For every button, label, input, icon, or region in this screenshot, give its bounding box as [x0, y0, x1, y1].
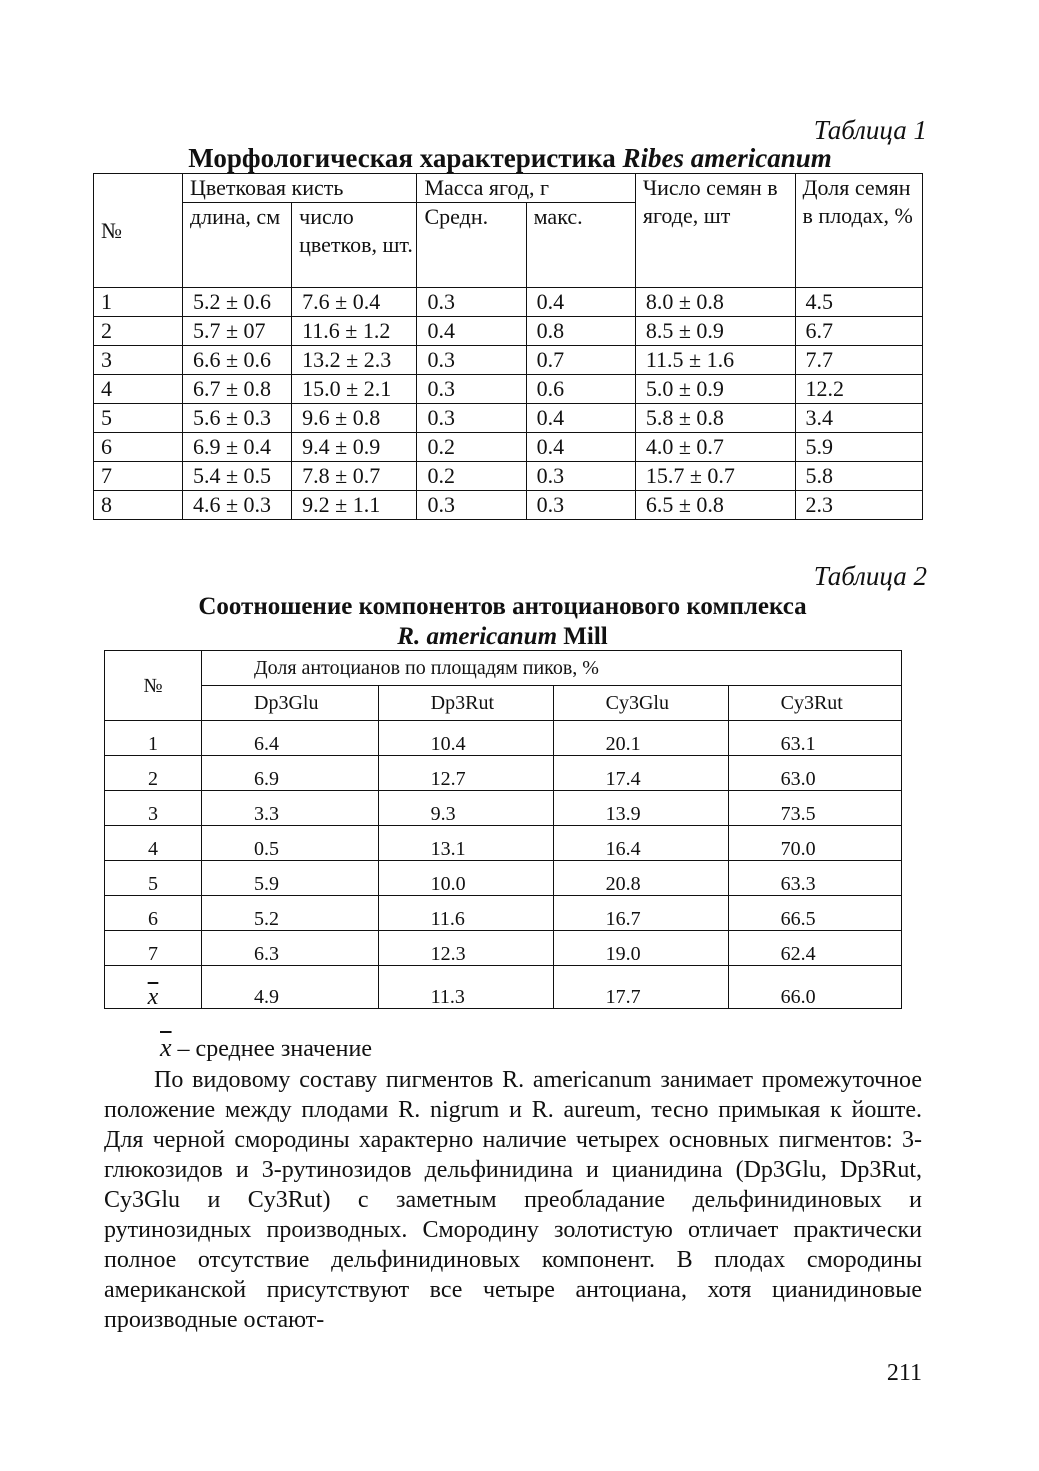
table2-cell: 73.5: [728, 791, 901, 826]
table1-cell: 5: [94, 404, 183, 433]
table1-cell: 8.5 ± 0.9: [635, 317, 795, 346]
table2-cell: 4.9: [202, 966, 379, 1009]
table2-cell: 6.3: [202, 931, 379, 966]
table2-row-index: 4: [105, 826, 202, 861]
table1-cell: 6.5 ± 0.8: [635, 491, 795, 520]
table2-cell: 10.0: [378, 861, 553, 896]
table2-cell: 16.4: [553, 826, 728, 861]
table2-row: [105, 826, 902, 861]
table2-row-index: 2: [105, 756, 202, 791]
table2-cell: 9.3: [378, 791, 553, 826]
table1-cell: 15.0 ± 2.1: [292, 375, 417, 404]
table2-header-num: №: [105, 651, 202, 721]
table1-cell: 9.6 ± 0.8: [292, 404, 417, 433]
table1-header-length: длина, см: [182, 203, 291, 288]
table1-cell: 0.4: [526, 433, 635, 462]
table2-cell: 66.5: [728, 896, 901, 931]
table1-cell: 3.4: [795, 404, 922, 433]
table1-cell: 6: [94, 433, 183, 462]
table1-cell: 0.3: [526, 462, 635, 491]
table1-header-num: №: [94, 174, 183, 288]
table1-cell: 7: [94, 462, 183, 491]
table2-row: [105, 791, 902, 826]
table1-cell: 6.7: [795, 317, 922, 346]
table1-header-raceme: Цветковая кисть: [182, 174, 417, 203]
table1-row: [94, 433, 923, 462]
table2-row-index: 7: [105, 931, 202, 966]
table2-cell: 63.3: [728, 861, 901, 896]
table1-body: [94, 288, 923, 520]
table1-cell: 5.4 ± 0.5: [182, 462, 291, 491]
table1-title: [95, 143, 925, 174]
table2-cell: 70.0: [728, 826, 901, 861]
mean-note: [160, 1033, 372, 1063]
table1-cell: 0.4: [417, 317, 526, 346]
table1-cell: 5.7 ± 07: [182, 317, 291, 346]
table2-cell: 62.4: [728, 931, 901, 966]
table1-cell: 13.2 ± 2.3: [292, 346, 417, 375]
table2-body: [105, 721, 902, 1009]
table1-cell: 0.3: [417, 346, 526, 375]
table1-cell: 5.2 ± 0.6: [182, 288, 291, 317]
table2-cell: 20.8: [553, 861, 728, 896]
table1-cell: 7.6 ± 0.4: [292, 288, 417, 317]
table2-cell: 6.9: [202, 756, 379, 791]
table2-cell: 10.4: [378, 721, 553, 756]
table1-row: [94, 462, 923, 491]
table1-header-mean: Средн.: [417, 203, 526, 288]
table2-cell: 5.2: [202, 896, 379, 931]
table2-row-index: 6: [105, 896, 202, 931]
table1-cell: 9.2 ± 1.1: [292, 491, 417, 520]
table2-row: [105, 721, 902, 756]
table1-cell: 1: [94, 288, 183, 317]
table1-row: [94, 491, 923, 520]
table2-row: [105, 931, 902, 966]
table1-title-species: Ribes americanum: [622, 143, 832, 173]
table1-cell: 0.3: [417, 375, 526, 404]
table1-cell: 6.7 ± 0.8: [182, 375, 291, 404]
body-paragraph: По видовому составу пигментов R. americanum занимает промежуточное положение между плодами R. nigrum и R. aureum, тесно примыкая к йоште. Для черной смородины характерно наличие четырех основных пигментов: 3-глюкозидов и 3-рутинозидов дельфинидина и цианидина (Dp3Glu, Dp3Rut, Cy3Glu и Cy3Rut) с заметным преобладание дельфинидиновых и рутинозидных производных. Смородину золотистую отличает практически полное отсутствие дельфинидиновых компонент. В плодах смородины американской присутствуют все четыре антоциана, хотя цианидиновые производные остают-: [104, 1067, 922, 1333]
table1: [93, 173, 923, 520]
table2-title-species: R. americanum: [397, 623, 558, 650]
table1-cell: 5.8 ± 0.8: [635, 404, 795, 433]
table1-cell: 6.9 ± 0.4: [182, 433, 291, 462]
table2-cell: 19.0: [553, 931, 728, 966]
table2-title-line2: [105, 622, 900, 652]
table2-title-author: Mill: [557, 623, 608, 650]
table1-cell: 3: [94, 346, 183, 375]
table1-row: [94, 346, 923, 375]
table1-cell: 4.0 ± 0.7: [635, 433, 795, 462]
table2-cell: 3.3: [202, 791, 379, 826]
table1-caption: Таблица 1: [813, 115, 927, 145]
table2-subheader-row: [105, 686, 902, 721]
table1-cell: 0.3: [417, 288, 526, 317]
table2-cell: 63.0: [728, 756, 901, 791]
table1-title-prefix: Морфологическая характеристика: [188, 143, 623, 173]
table1-cell: 0.4: [526, 404, 635, 433]
table2-row-index: 5: [105, 861, 202, 896]
table1-cell: 4.6 ± 0.3: [182, 491, 291, 520]
table1-row: [94, 375, 923, 404]
table2-cell: 12.3: [378, 931, 553, 966]
table1-cell: 0.8: [526, 317, 635, 346]
table2-cell: 0.5: [202, 826, 379, 861]
table2-cell: 17.4: [553, 756, 728, 791]
table1-cell: 0.3: [526, 491, 635, 520]
table1-cell: 0.7: [526, 346, 635, 375]
table1-cell: 5.8: [795, 462, 922, 491]
table2-cell: 17.7: [553, 966, 728, 1009]
table1-cell: 7.8 ± 0.7: [292, 462, 417, 491]
table1-cell: 2.3: [795, 491, 922, 520]
table2-row-index: $\overline{x}$: [105, 966, 202, 1009]
table1-cell: 6.6 ± 0.6: [182, 346, 291, 375]
table1-cell: 5.9: [795, 433, 922, 462]
table1-cell: 11.5 ± 1.6: [635, 346, 795, 375]
table2-cell: 11.6: [378, 896, 553, 931]
table2-cell: 20.1: [553, 721, 728, 756]
table2-cell: 6.4: [202, 721, 379, 756]
table2-header-col: Dp3Rut: [378, 686, 553, 721]
table1-header-mass: Масса ягод, г: [417, 174, 635, 203]
table1-cell: 15.7 ± 0.7: [635, 462, 795, 491]
table2-header-col: Dp3Glu: [202, 686, 379, 721]
table1-header-seeds: Число семян в ягоде, шт: [635, 174, 795, 288]
table2-header-group: Доля антоцианов по площадям пиков, %: [202, 651, 902, 686]
table2-title-line1: Соотношение компонентов антоцианового комплекса: [198, 593, 807, 620]
table1-header-share: Доля семян в плодах, %: [795, 174, 922, 288]
table1-cell: 4: [94, 375, 183, 404]
table1-cell: 5.6 ± 0.3: [182, 404, 291, 433]
table2-cell: 11.3: [378, 966, 553, 1009]
table1-cell: 0.2: [417, 433, 526, 462]
page-number: 211: [886, 1360, 922, 1386]
table2-cell: 13.9: [553, 791, 728, 826]
table2-row-index: 1: [105, 721, 202, 756]
table1-cell: 7.7: [795, 346, 922, 375]
table1-cell: 0.2: [417, 462, 526, 491]
table2-row: [105, 756, 902, 791]
table1-cell: 2: [94, 317, 183, 346]
table1-header-flowers: число цветков, шт.: [292, 203, 417, 288]
mean-note-text: – среднее значение: [171, 1036, 372, 1062]
table2-cell: 63.1: [728, 721, 901, 756]
table1-header-max: макс.: [526, 203, 635, 288]
table1-cell: 9.4 ± 0.9: [292, 433, 417, 462]
table1-cell: 8: [94, 491, 183, 520]
table1-cell: 5.0 ± 0.9: [635, 375, 795, 404]
table1-row: [94, 317, 923, 346]
table2-row-index: 3: [105, 791, 202, 826]
table1-row: [94, 404, 923, 433]
table2-cell: 13.1: [378, 826, 553, 861]
table1-cell: 11.6 ± 1.2: [292, 317, 417, 346]
table2-row: [105, 861, 902, 896]
table2-row: [105, 966, 902, 1009]
table1-cell: 0.6: [526, 375, 635, 404]
table2-cell: 16.7: [553, 896, 728, 931]
table2-caption: Таблица 2: [813, 561, 927, 591]
table2-cell: 66.0: [728, 966, 901, 1009]
table1-cell: 0.3: [417, 491, 526, 520]
table2-title: [105, 592, 900, 652]
table2-cell: 12.7: [378, 756, 553, 791]
table1-cell: 4.5: [795, 288, 922, 317]
table2-row: [105, 896, 902, 931]
table2-cell: 5.9: [202, 861, 379, 896]
table1-cell: 8.0 ± 0.8: [635, 288, 795, 317]
table2-header-col: Cy3Rut: [728, 686, 901, 721]
table2: [104, 650, 902, 1009]
table2-header-col: Cy3Glu: [553, 686, 728, 721]
table1-cell: 12.2: [795, 375, 922, 404]
table1-row: [94, 288, 923, 317]
table1-cell: 0.3: [417, 404, 526, 433]
table1-cell: 0.4: [526, 288, 635, 317]
mean-symbol: $\overline{x}$: [160, 1033, 172, 1062]
